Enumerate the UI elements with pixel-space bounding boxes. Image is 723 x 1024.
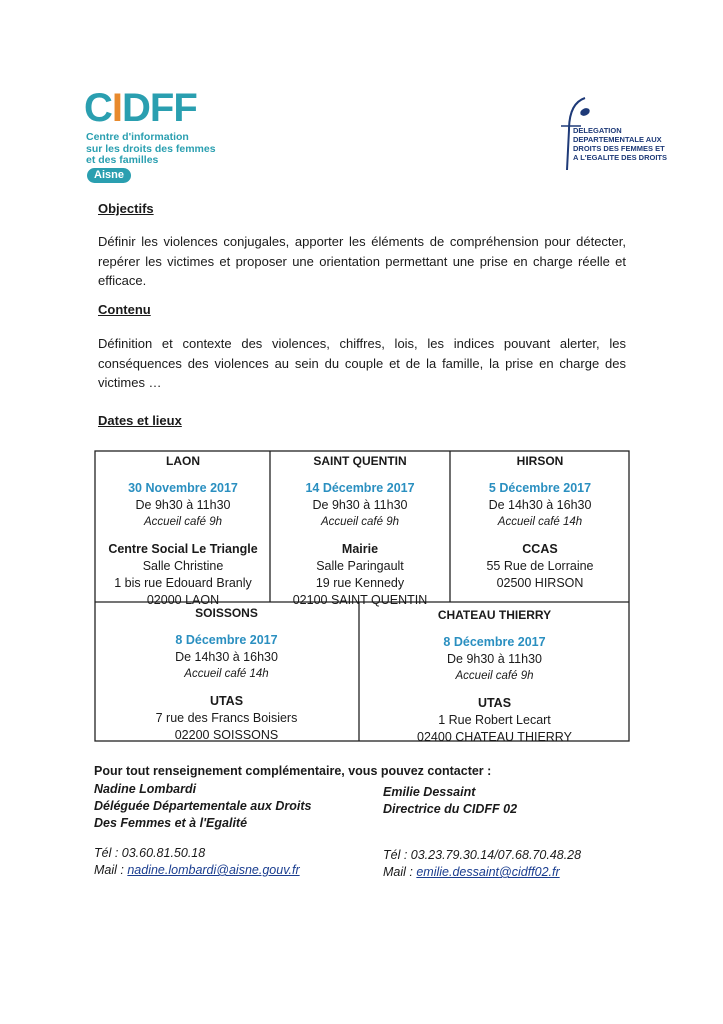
- session-laon: LAON 30 Novembre 2017 De 9h30 à 11h30 Accueil café 9h Centre Social Le Triangle Salle Christine 1 bis rue Edouard Branly 02000 LAON: [108, 454, 258, 607]
- delegation-title: DELEGATION DEPARTEMENTALE AUX DROITS DES FEMMES ET A L'EGALITE DES DROITS: [573, 126, 668, 162]
- contact-right-details: [383, 847, 703, 881]
- dates-lieux-heading: Dates et lieux: [98, 413, 182, 428]
- cidff-aisne-badge: Aisne: [87, 168, 131, 183]
- sessions-table: [94, 450, 630, 742]
- contact-right-mail-link[interactable]: emilie.dessaint@cidff02.fr: [416, 865, 560, 879]
- contact-intro: Pour tout renseignement complémentaire, vous pouvez contacter :: [94, 764, 492, 778]
- contact-right-mail-line: Mail : emilie.dessaint@cidff02.fr: [383, 865, 560, 879]
- contact-left-mail-link[interactable]: nadine.lombardi@aisne.gouv.fr: [127, 863, 300, 877]
- session-hirson: HIRSON 5 Décembre 2017 De 14h30 à 16h30 Accueil café 14h CCAS 55 Rue de Lorraine 02500 HIRSON: [486, 454, 594, 590]
- contact-left-name: Nadine Lombardi: [94, 782, 197, 796]
- objectifs-heading: Objectifs: [98, 201, 154, 216]
- contenu-text: Définition et contexte des violences, chiffres, lois, les indices pouvant alerter, les conséquences des violences au sein du couple et de la famille, la prise en charge des victimes …: [98, 336, 626, 390]
- delegation-logo: [555, 96, 675, 176]
- contenu-heading: Contenu: [98, 302, 151, 317]
- contact-right-tel: Tél : 03.23.79.30.14/07.68.70.48.28: [383, 848, 582, 862]
- cidff-wordmark: CIDFF: [84, 86, 197, 130]
- contact-left-tel: Tél : 03.60.81.50.18: [94, 846, 206, 860]
- contact-left-role1: Déléguée Départementale aux Droits: [94, 799, 312, 813]
- contact-left: [94, 781, 374, 832]
- session-saint-quentin: SAINT QUENTIN 14 Décembre 2017 De 9h30 à 11h30 Accueil café 9h Mairie Salle Paringault 19 rue Kennedy 02100 SAINT QUENTIN: [292, 454, 428, 607]
- contact-left-mail-line: Mail : nadine.lombardi@aisne.gouv.fr: [94, 863, 300, 877]
- session-soissons: SOISSONS 8 Décembre 2017 De 14h30 à 16h30 Accueil café 14h UTAS 7 rue des Francs Boisiers 02200 SOISSONS: [155, 606, 298, 742]
- cidff-logo: [84, 88, 234, 188]
- contact-right: [383, 784, 683, 818]
- contact-right-name: Emilie Dessaint: [383, 785, 476, 799]
- contact-right-role1: Directrice du CIDFF 02: [383, 802, 518, 816]
- contact-left-role2: Des Femmes et à l'Egalité: [94, 816, 248, 830]
- cidff-subtitle: Centre d'information sur les droits des femmes et des familles: [86, 131, 216, 166]
- contact-left-details: [94, 845, 374, 879]
- session-chateau-thierry: CHATEAU THIERRY 8 Décembre 2017 De 9h30 à 11h30 Accueil café 9h UTAS 1 Rue Robert Lecart 02400 CHATEAU THIERRY: [417, 608, 572, 744]
- objectifs-text: Définir les violences conjugales, apporter les éléments de compréhension pour détecter, repérer les victimes et proposer une orientation permettant une prise en charge réelle et efficace.: [98, 234, 626, 288]
